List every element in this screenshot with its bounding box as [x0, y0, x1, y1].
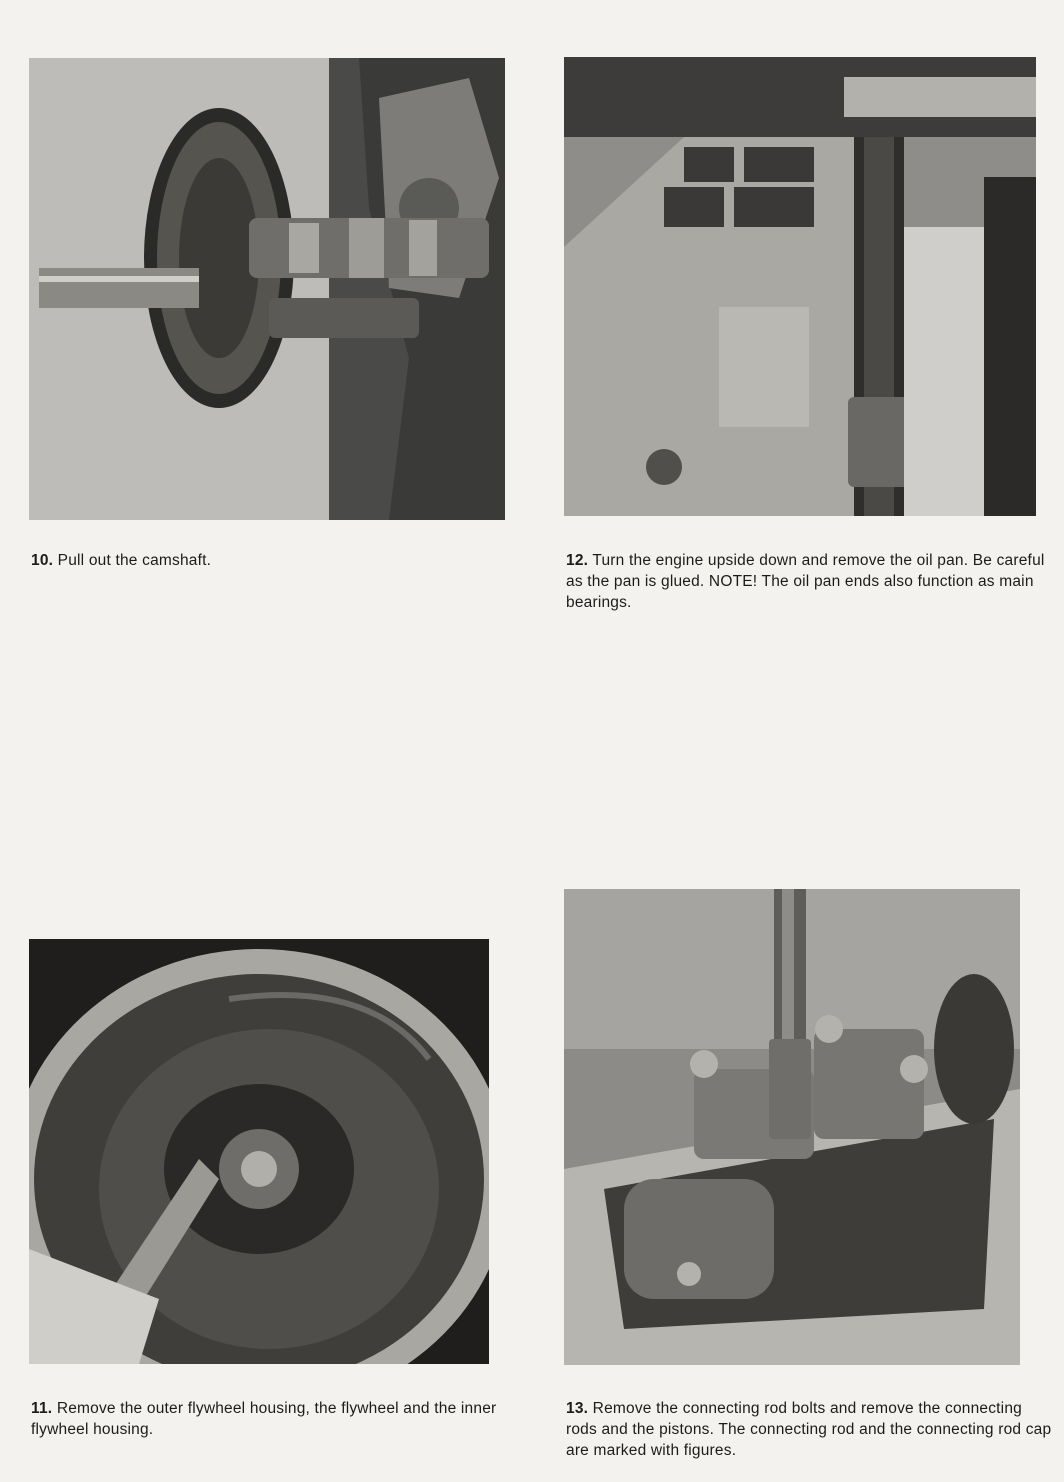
figure-11-caption: 11. Remove the outer flywheel housing, the flywheel and the inner flywheel housing. — [31, 1400, 497, 1438]
figure-10-caption: 10. Pull out the camshaft. — [31, 552, 212, 569]
figure-11-photo — [29, 939, 489, 1364]
figure-12-photo — [564, 57, 1036, 516]
figure-12-caption: 12. Turn the engine upside down and remove the oil pan. Be careful as the pan is glued. NOTE! The oil pan ends also function as main bearings. — [566, 552, 1045, 611]
figure-13-caption: 13. Remove the connecting rod bolts and remove the connecting rods and the pistons. The connecting rod and the connecting rod cap are marked with figures. — [566, 1400, 1052, 1459]
figure-13-photo — [564, 889, 1020, 1365]
figure-10-photo — [29, 58, 505, 520]
